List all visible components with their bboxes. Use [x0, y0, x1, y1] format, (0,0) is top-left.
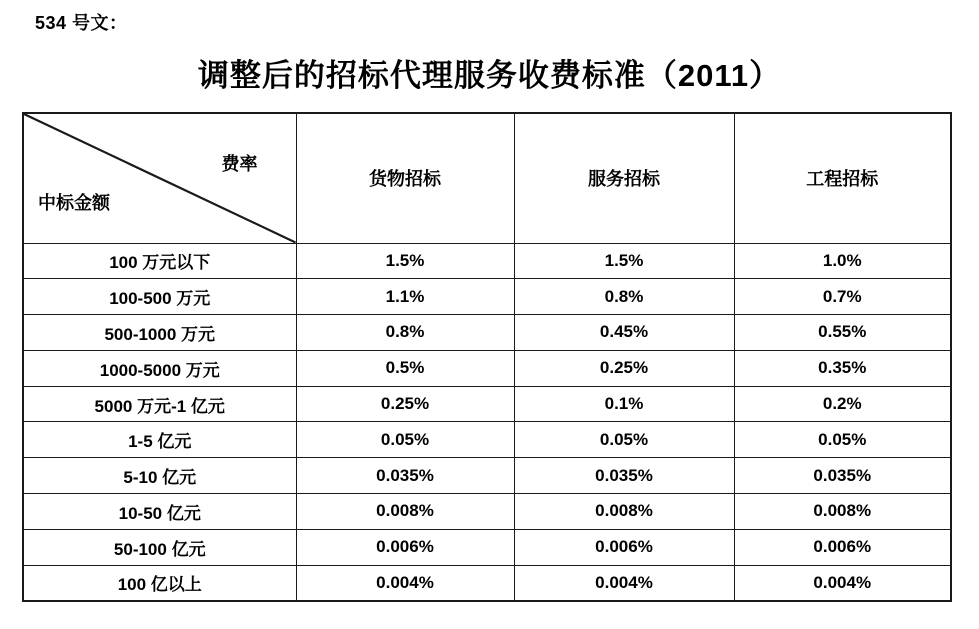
engineering-rate-cell: 0.05% — [734, 422, 951, 458]
engineering-rate-cell: 0.006% — [734, 529, 951, 565]
goods-rate-cell: 1.5% — [296, 243, 514, 279]
amount-cell: 50-100 亿元 — [23, 529, 296, 565]
service-rate-cell: 0.25% — [514, 350, 734, 386]
service-rate-cell: 1.5% — [514, 243, 734, 279]
table-row — [23, 279, 951, 315]
table-row — [23, 386, 951, 422]
column-header-goods-tender: 货物招标 — [296, 113, 514, 243]
table-row — [23, 315, 951, 351]
amount-cell: 100 亿以上 — [23, 565, 296, 601]
goods-rate-cell: 0.25% — [296, 386, 514, 422]
corner-label-bid-amount: 中标金额 — [38, 192, 110, 213]
service-rate-cell: 0.8% — [514, 279, 734, 315]
engineering-rate-cell: 0.7% — [734, 279, 951, 315]
goods-rate-cell: 0.8% — [296, 315, 514, 351]
engineering-rate-cell: 0.035% — [734, 458, 951, 494]
engineering-rate-cell: 0.008% — [734, 494, 951, 530]
page-title: 调整后的招标代理服务收费标准（2011） — [197, 58, 782, 93]
engineering-rate-cell: 1.0% — [734, 243, 951, 279]
amount-cell: 1-5 亿元 — [23, 422, 296, 458]
goods-rate-cell: 0.006% — [296, 529, 514, 565]
goods-rate-cell: 0.035% — [296, 458, 514, 494]
goods-rate-cell: 1.1% — [296, 279, 514, 315]
amount-cell: 10-50 亿元 — [23, 494, 296, 530]
amount-cell: 5-10 亿元 — [23, 458, 296, 494]
table-row — [23, 422, 951, 458]
service-rate-cell: 0.035% — [514, 458, 734, 494]
engineering-rate-cell: 0.004% — [734, 565, 951, 601]
engineering-rate-cell: 0.35% — [734, 350, 951, 386]
table-row — [23, 243, 951, 279]
amount-cell: 100-500 万元 — [23, 279, 296, 315]
goods-rate-cell: 0.05% — [296, 422, 514, 458]
amount-cell: 500-1000 万元 — [23, 315, 296, 351]
diagonal-divider-line — [24, 114, 296, 243]
engineering-rate-cell: 0.55% — [734, 315, 951, 351]
table-row — [23, 565, 951, 601]
document-number-label: 534 号文： — [35, 13, 128, 33]
amount-cell: 1000-5000 万元 — [23, 350, 296, 386]
corner-label-rate: 费率 — [221, 154, 258, 174]
column-header-service-tender: 服务招标 — [514, 113, 734, 243]
table-row — [23, 350, 951, 386]
service-rate-cell: 0.008% — [514, 494, 734, 530]
goods-rate-cell: 0.004% — [296, 565, 514, 601]
diagonal-corner-cell — [23, 113, 296, 243]
fee-table-body — [23, 243, 951, 601]
goods-rate-cell: 0.008% — [296, 494, 514, 530]
amount-cell: 5000 万元-1 亿元 — [23, 386, 296, 422]
goods-rate-cell: 0.5% — [296, 350, 514, 386]
table-row — [23, 458, 951, 494]
service-rate-cell: 0.004% — [514, 565, 734, 601]
column-header-engineering-tender: 工程招标 — [734, 113, 951, 243]
amount-cell: 100 万元以下 — [23, 243, 296, 279]
table-row — [23, 529, 951, 565]
service-rate-cell: 0.45% — [514, 315, 734, 351]
table-header-row — [23, 113, 951, 243]
engineering-rate-cell: 0.2% — [734, 386, 951, 422]
service-rate-cell: 0.006% — [514, 529, 734, 565]
fee-standard-table — [22, 112, 952, 602]
service-rate-cell: 0.05% — [514, 422, 734, 458]
service-rate-cell: 0.1% — [514, 386, 734, 422]
table-row — [23, 494, 951, 530]
